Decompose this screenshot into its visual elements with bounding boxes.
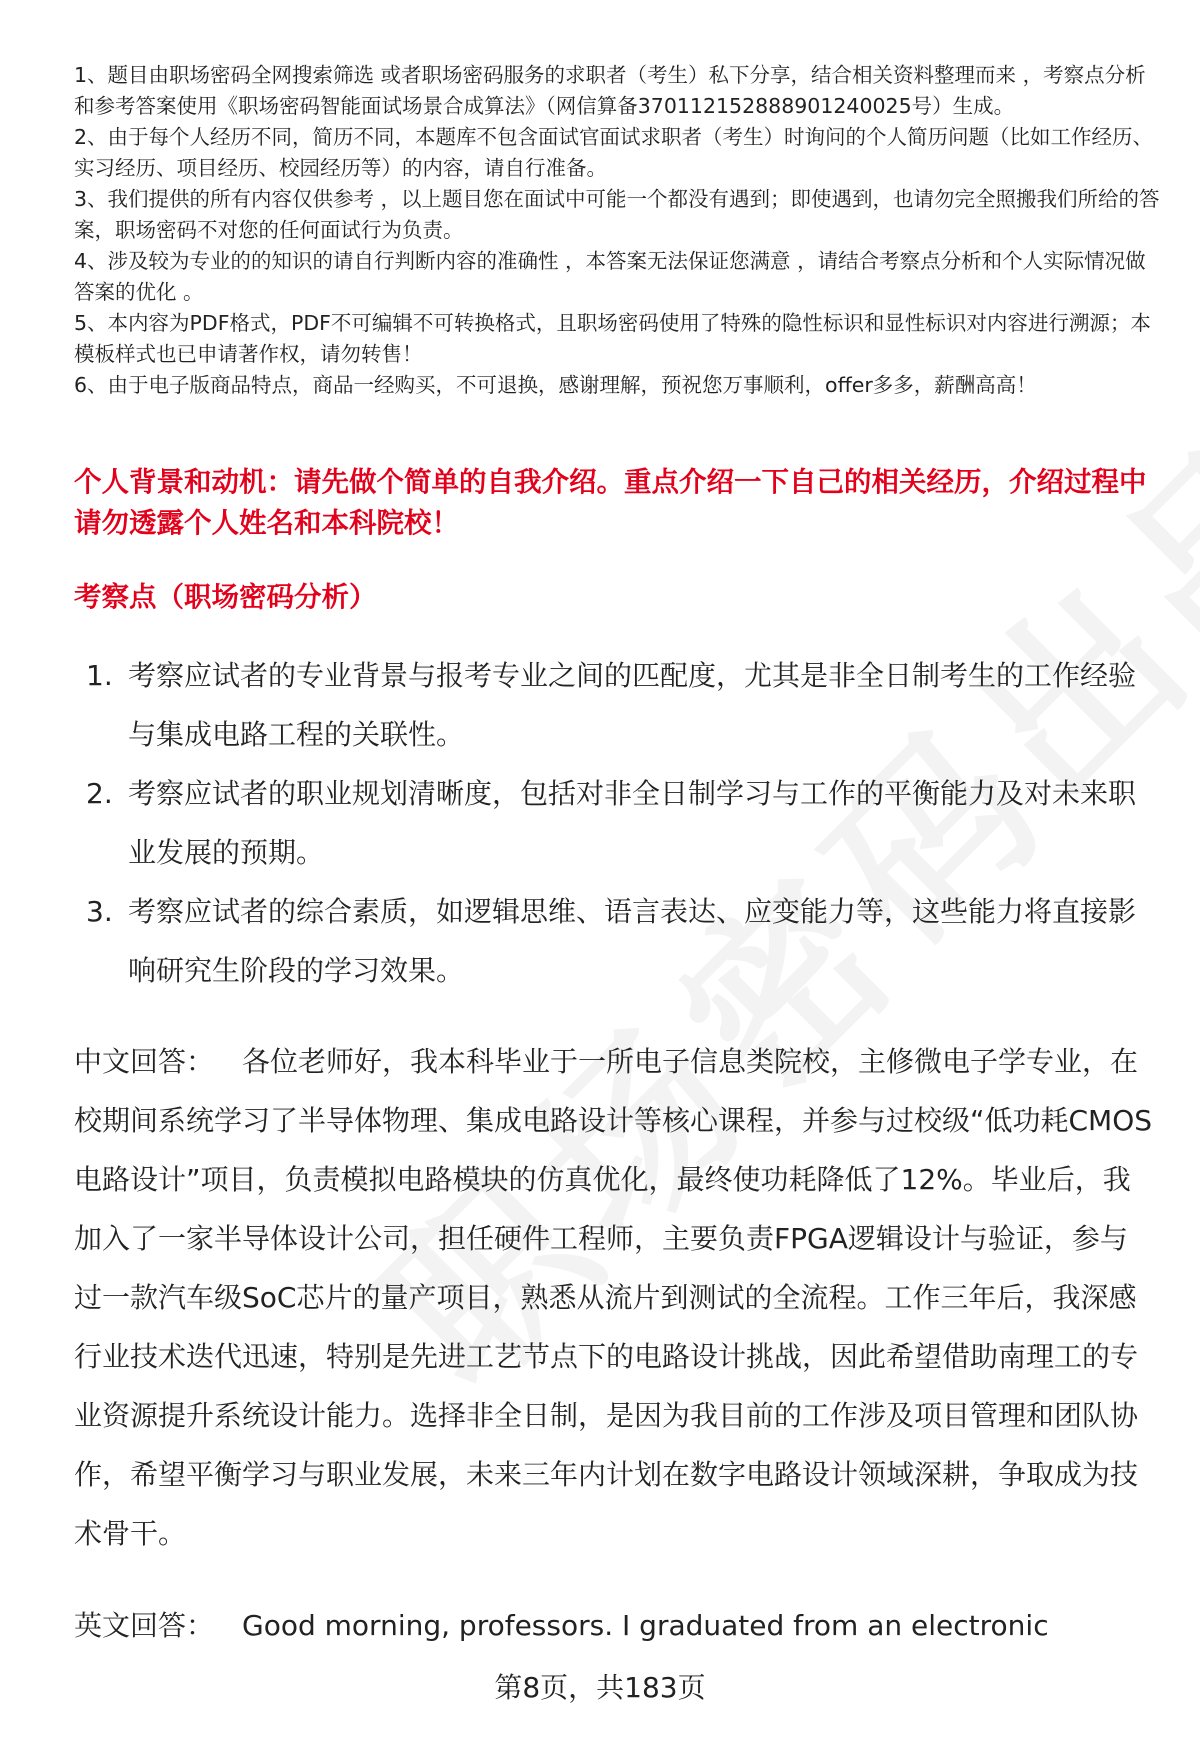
english-answer bbox=[74, 1596, 1154, 1655]
focus-heading: 考察点（职场密码分析） bbox=[74, 581, 377, 613]
chinese-answer-label: 中文回答： bbox=[74, 1045, 215, 1078]
focus-point-number: 3. bbox=[86, 895, 113, 928]
english-answer-text: Good morning, professors. I graduated from an electronic bbox=[242, 1609, 1049, 1642]
disclaimer bbox=[74, 60, 1164, 401]
disclaimer-item: 1、题目由职场密码全网搜索筛选 或者职场密码服务的求职者（考生）私下分享，结合相关资料整理而来 ，考察点分析和参考答案使用《职场密码智能面试场景合成算法》（网信算备370112152888901240025号）生成。 bbox=[74, 63, 1146, 118]
focus-point-text: 考察应试者的专业背景与报考专业之间的匹配度，尤其是非全日制考生的工作经验与集成电路工程的关联性。 bbox=[128, 659, 1137, 751]
focus-point-text: 考察应试者的综合素质，如逻辑思维、语言表达、应变能力等，这些能力将直接影响研究生阶段的学习效果。 bbox=[128, 895, 1137, 987]
disclaimer-item: 4、涉及较为专业的的知识的请自行判断内容的准确性 ，本答案无法保证您满意 ，请结合考察点分析和个人实际情况做答案的优化 。 bbox=[74, 249, 1146, 304]
focus-point bbox=[74, 764, 1154, 882]
english-answer-label: 英文回答： bbox=[74, 1609, 215, 1642]
chinese-answer-text: 各位老师好，我本科毕业于一所电子信息类院校，主修微电子学专业，在校期间系统学习了半导体物理、集成电路设计等核心课程，并参与过校级“低功耗CMOS电路设计”项目，负责模拟电路模块的仿真优化，最终使功耗降低了12%。毕业后，我加入了一家半导体设计公司，担任硬件工程师，主要负责FPGA逻辑设计与验证，参与过一款汽车级SoC芯片的量产项目，熟悉从流片到测试的全流程。工作三年后，我深感行业技术迭代迅速，特别是先进工艺节点下的电路设计挑战，因此希望借助南理工的专业资源提升系统设计能力。选择非全日制，是因为我目前的工作涉及项目管理和团队协作，希望平衡学习与职业发展，未来三年内计划在数字电路设计领域深耕，争取成为技术骨干。 bbox=[74, 1045, 1153, 1550]
chinese-answer bbox=[74, 1032, 1154, 1563]
focus-point-number: 2. bbox=[86, 777, 113, 810]
disclaimer-item: 6、由于电子版商品特点，商品一经购买，不可退换，感谢理解，预祝您万事顺利，offer多多，薪酬高高！ bbox=[74, 373, 1037, 397]
question-title: 个人背景和动机：请先做个简单的自我介绍。重点介绍一下自己的相关经历，介绍过程中请勿透露个人姓名和本科院校！ bbox=[74, 466, 1147, 539]
focus-point bbox=[74, 646, 1154, 764]
focus-point-text: 考察应试者的职业规划清晰度，包括对非全日制学习与工作的平衡能力及对未来职业发展的预期。 bbox=[128, 777, 1137, 869]
disclaimer-item: 2、由于每个人经历不同，简历不同，本题库不包含面试官面试求职者（考生）时询问的个人简历问题（比如工作经历、实习经历、项目经历、校园经历等）的内容，请自行准备。 bbox=[74, 125, 1154, 180]
focus-point bbox=[74, 882, 1154, 1000]
disclaimer-item: 5、本内容为PDF格式，PDF不可编辑不可转换格式，且职场密码使用了特殊的隐性标识和显性标识对内容进行溯源；本模板样式也已申请著作权，请勿转售！ bbox=[74, 311, 1151, 366]
focus-point-number: 1. bbox=[86, 659, 113, 692]
focus-points-list bbox=[74, 646, 1154, 1000]
disclaimer-item: 3、我们提供的所有内容仅供参考 ，以上题目您在面试中可能一个都没有遇到；即使遇到，也请勿完全照搬我们所给的答案，职场密码不对您的任何面试行为负责。 bbox=[74, 187, 1160, 242]
page-number: 第8页，共183页 bbox=[494, 1671, 706, 1704]
